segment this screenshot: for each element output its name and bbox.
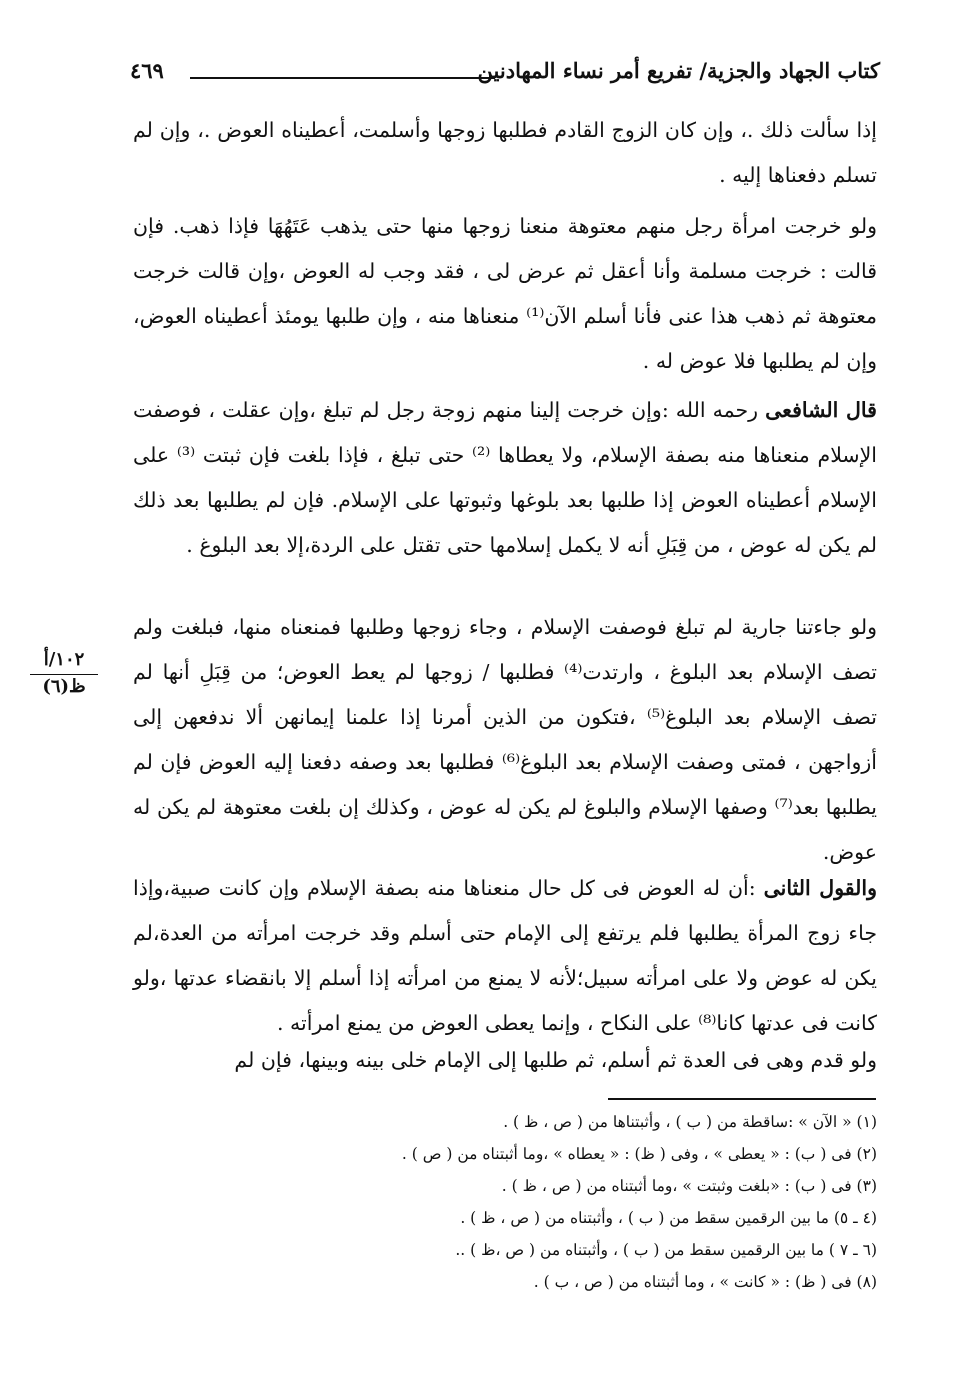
page-number: ٤٦٩ (130, 58, 164, 83)
footnote-3: (٣) فى ( ب) : «بلغت وثبتت » ،وما أثبتناه من ( ص ، ظ ) . (501, 1177, 877, 1195)
paragraph-6: ولو قدم وهى فى العدة ثم أسلم، ثم طلبها إلى الإمام خلى بينه وبينها، فإن لم (234, 1048, 877, 1072)
paragraph-lead: قال الشافعى (765, 398, 877, 422)
running-title: كتاب الجهاد والجزية/ تفريع أمر نساء المهادنين (477, 58, 880, 83)
footnote-2: (٢) فى ( ب) : « يعطى » ، وفى ( ظ) : « يعطاه » ،وما أثبتناه من ( ص ) . (401, 1145, 877, 1163)
paragraph-5: والقول الثانى :أن له العوض فى كل حال منعناها منه بصفة الإسلام وإن كانت صبية،وإذا جاء زوج المرأة يطلبها فلم يرتفع إلى الإمام حتى أسلم وقد خرجت امرأته من العدة،لم يكن له عوض ولا على امرأته سبيل؛لأنه لا يمنع من امرأته إذا أسلم إلا بانقضاء عدتها ،ولو كانت فى عدتها كانا⁽⁸⁾ على النكاح ، وإنما يعطى العوض من يمنع امرأته . (133, 876, 877, 1035)
page-header (130, 58, 880, 98)
footnote-rule (608, 1098, 876, 1100)
paragraph-2: ولو خرجت امرأة رجل منهم معتوهة منعنا زوجها منها حتى يذهب عَتَهُهَا فإذا ذهب. فإن قالت : خرجت مسلمة وأنا أعقل ثم عرض لى ، فقد وجب له العوض ،وإن قالت خرجت معتوهة ثم ذهب هذا عنى فأنا أسلم الآن⁽¹⁾ منعناها منه ، وإن طلبها يومئذ أعطيناه العوض، وإن لم يطلبها فلا عوض له . (133, 214, 877, 373)
footnote-8: (٨) فى ( ظ) : « كانت » ، وما أثبتناه من ( ص ، ب ) . (533, 1273, 877, 1291)
manuscript-siglum: ظ(٦) (42, 676, 86, 697)
manuscript-folio-note (30, 648, 98, 699)
header-rule (190, 77, 495, 79)
footnote-1: (١) « الآن » :ساقطة من ( ب ) ، وأثبتناها من ( ص ، ظ ) . (503, 1113, 877, 1131)
footnote-4-5: (٤ ـ ٥) ما بين الرقمين سقط من ( ب ) ، وأثبتناه من ( ص ، ظ ) . (460, 1209, 877, 1227)
footnotes (133, 1106, 877, 1298)
folio-reference: ١٠٢/أ (30, 648, 98, 675)
footnote-6-7: (٦ ـ ٧ ) ما بين الرقمين سقط من ( ب ) ، وأثبتناه من ( ص ،ظ ) .. (455, 1241, 877, 1259)
paragraph-1: إذا سألت ذلك .، وإن كان الزوج القادم فطلبها زوجها وأسلمت، أعطيناه العوض .، وإن لم تسلم دفعناها إليه . (133, 118, 877, 187)
paragraph-3: قال الشافعى رحمه الله :وإن خرجت إلينا منهم زوجة رجل لم تبلغ ،وإن عقلت ، فوصفت الإسلام منعناها منه بصفة الإسلام، ولا يعطاها ⁽²⁾ حتى تبلغ ، فإذا بلغت فإن ثبتت ⁽³⁾ على الإسلام أعطيناه العوض إذا طلبها بعد بلوغها وثبوتها على الإسلام. فإن لم يطلبها بعد ذلك لم يكن له عوض ، من قِبَلِ أنه لا يكمل إسلامها حتى تقتل على الردة،إلا بعد البلوغ . (133, 398, 877, 557)
paragraph-lead: والقول الثانى (763, 876, 877, 900)
paragraph-4: ولو جاءتنا جارية لم تبلغ فوصفت الإسلام ، وجاء زوجها وطلبها فمنعناه منها، فبلغت ولم تصف الإسلام بعد البلوغ ، وارتدت⁽⁴⁾ فطلبها / زوجها لم يعط العوض؛ من قِبَلِ أنها لم تصف الإسلام بعد البلوغ⁽⁵⁾ ،فتكون من الذين أمرنا إذا علمنا إيمانهن ألا ندفعهن إلى أزواجهن ، فمتى وصفت الإسلام بعد البلوغ⁽⁶⁾ فطلبها بعد وصفه دفعنا إليه العوض فإن لم يطلبها بعد⁽⁷⁾ وصفها الإسلام والبلوغ لم يكن له عوض ، وكذلك إن بلغت معتوهة لم يكن له عوض. (133, 615, 878, 864)
